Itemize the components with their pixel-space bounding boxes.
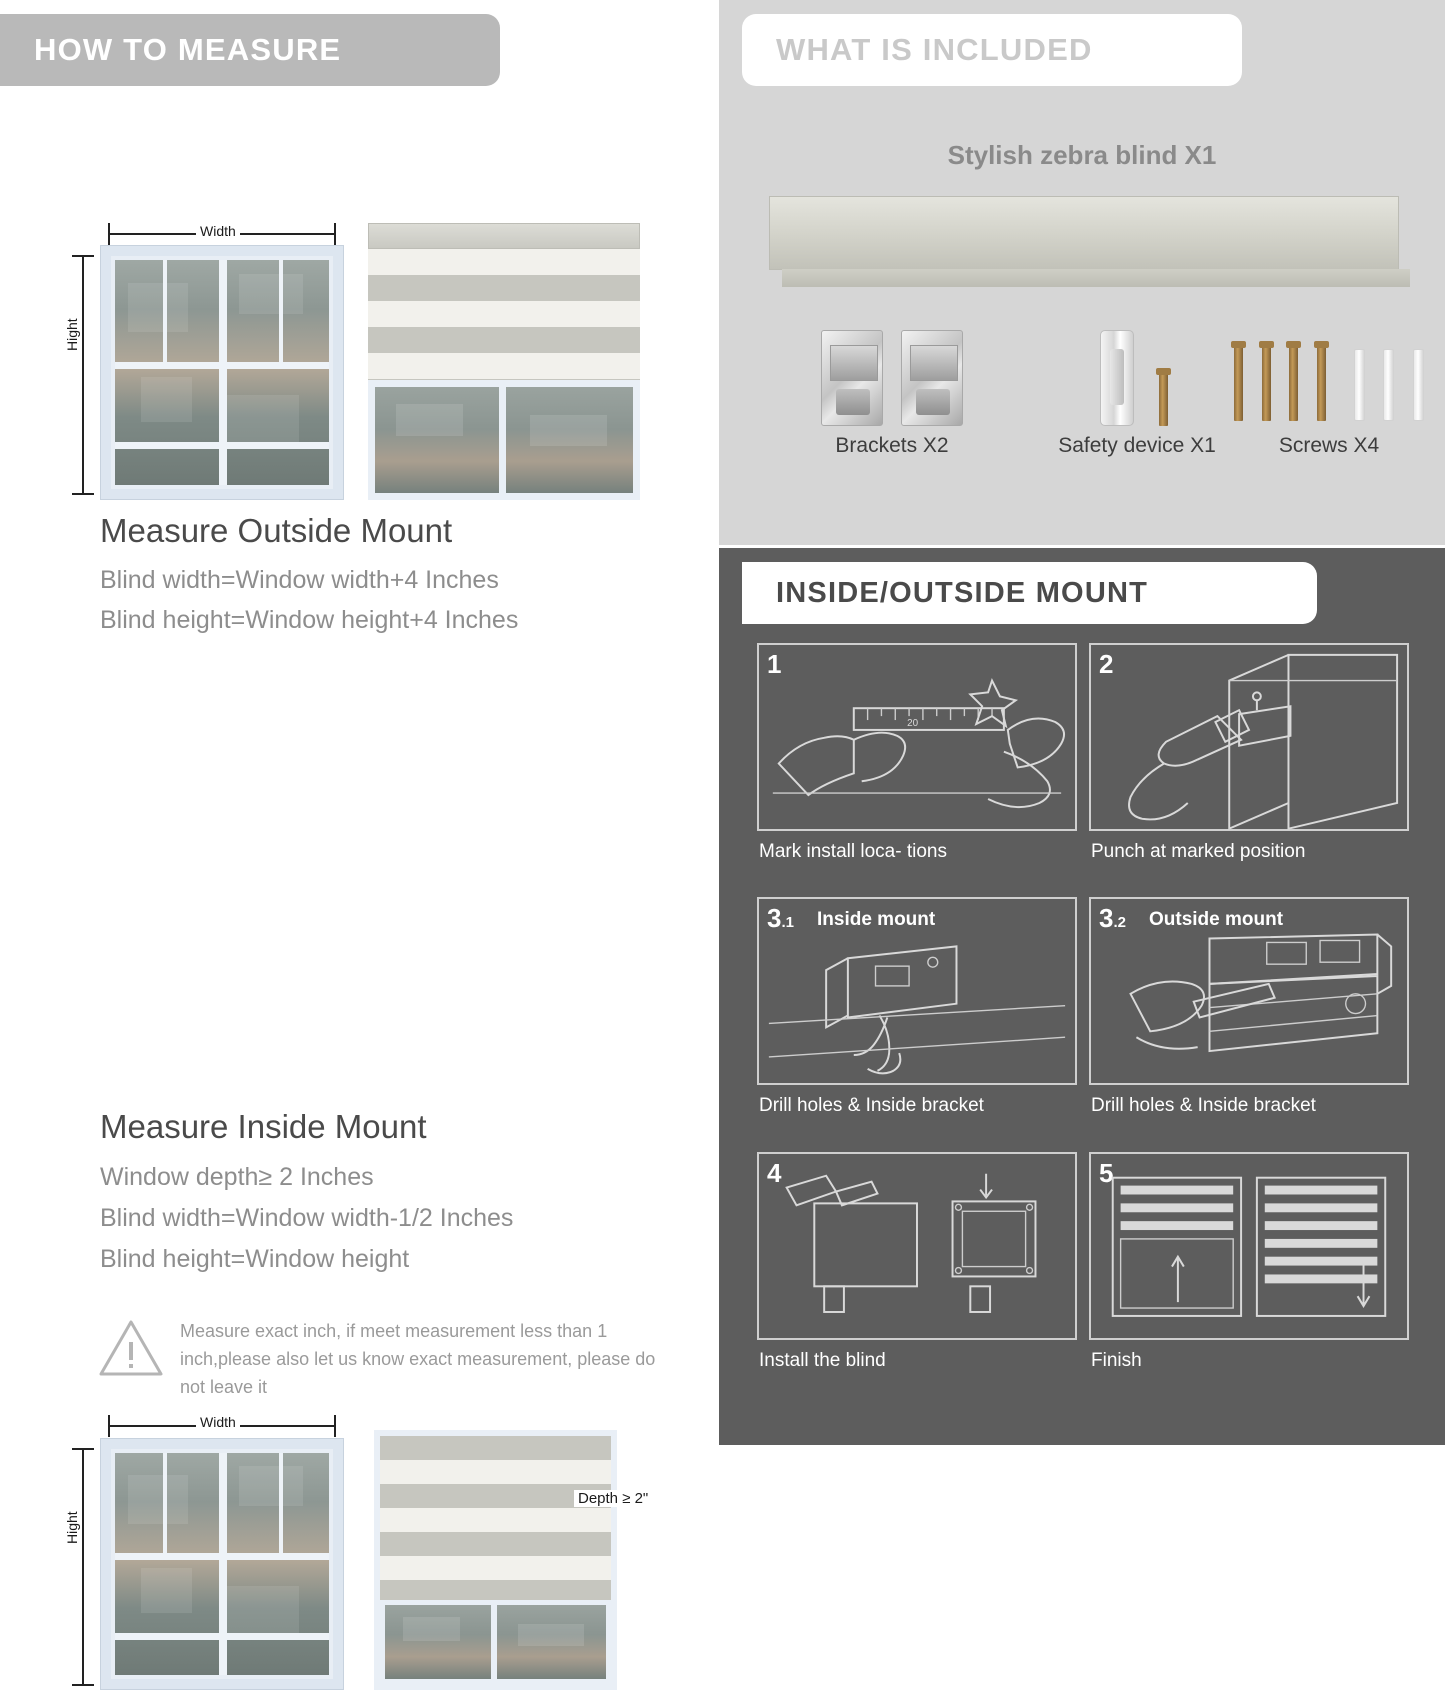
outside-mount-line-2: Blind height=Window height+4 Inches xyxy=(100,606,519,634)
svg-text:20: 20 xyxy=(907,717,919,729)
inside-height-tick-bottom xyxy=(72,1684,94,1686)
part-label: Brackets X2 xyxy=(835,434,949,457)
inside-outside-mount-title: INSIDE/OUTSIDE MOUNT xyxy=(776,576,1149,609)
step-3-1 xyxy=(757,897,1077,1116)
outside-width-tick-right xyxy=(334,223,336,245)
step-3-2-inline-label: Outside mount xyxy=(1149,909,1284,930)
step-2 xyxy=(1089,643,1409,862)
outside-width-tick-left xyxy=(108,223,110,245)
outside-mount-line-1: Blind width=Window width+4 Inches xyxy=(100,566,499,594)
bracket-icon xyxy=(821,330,883,426)
step-2-sketch xyxy=(1091,645,1407,831)
outside-height-tick-bottom xyxy=(72,493,94,495)
wall-anchors xyxy=(1347,349,1431,426)
part-screws xyxy=(1219,330,1439,458)
step-number: 4 xyxy=(767,1158,782,1188)
blind-stripes-inside xyxy=(380,1436,611,1606)
anchor-icon xyxy=(1383,349,1394,421)
screw-icon xyxy=(1262,341,1271,421)
screw-icon xyxy=(1159,368,1168,426)
blind-window-below-inside xyxy=(380,1600,611,1684)
window-inside xyxy=(100,1438,344,1690)
blind-headrail xyxy=(368,223,640,249)
how-to-measure-panel xyxy=(0,0,716,1544)
outside-width-label: Width xyxy=(196,223,240,239)
blind-inside xyxy=(374,1430,617,1690)
part-label: Safety device X1 xyxy=(1058,434,1216,457)
step-number: 3.1 xyxy=(767,903,794,933)
step-4 xyxy=(757,1152,1077,1371)
inside-mount-heading: Measure Inside Mount xyxy=(100,1108,427,1145)
warning-icon xyxy=(98,1318,164,1378)
step-number: 3.2 xyxy=(1099,903,1126,933)
zebra-blind-product xyxy=(769,196,1399,270)
step-4-caption: Install the blind xyxy=(759,1350,886,1371)
step-number: 5 xyxy=(1099,1158,1114,1188)
part-label: Screws X4 xyxy=(1278,434,1380,457)
bracket-icon xyxy=(901,330,963,426)
product-label: Stylish zebra blind X1 xyxy=(947,140,1217,170)
step-1-sketch xyxy=(759,645,1075,831)
outside-height-dim-line xyxy=(82,255,84,495)
how-to-measure-title: HOW TO MEASURE xyxy=(34,32,342,67)
measure-note-text: Measure exact inch, if meet measurement less than 1 inch,please also let us know exact measurement, please do not leave it xyxy=(180,1321,656,1397)
step-5-sketch xyxy=(1091,1154,1407,1340)
screw-icon xyxy=(1317,341,1326,421)
step-number: 2 xyxy=(1099,649,1114,679)
inside-mount-line-2: Blind width=Window width-1/2 Inches xyxy=(100,1204,514,1232)
inside-outside-mount-banner xyxy=(742,562,1317,624)
inside-height-dim-line xyxy=(82,1448,84,1686)
outside-height-label: Hight xyxy=(64,314,80,355)
inside-width-label: Width xyxy=(196,1414,240,1430)
inside-mount-line-1: Window depth≥ 2 Inches xyxy=(100,1163,374,1191)
anchor-icon xyxy=(1354,349,1365,421)
inside-height-label: Hight xyxy=(64,1507,80,1548)
screw-icon xyxy=(1289,341,1298,421)
outside-mount-illustration xyxy=(0,105,716,505)
anchor-icon xyxy=(1413,349,1424,421)
inside-height-tick-top xyxy=(72,1448,94,1450)
inside-depth-label: Depth ≥ 2" xyxy=(574,1490,652,1507)
step-3-2-sketch xyxy=(1091,899,1407,1085)
how-to-measure-banner xyxy=(0,14,500,86)
step-3-1-caption: Drill holes & Inside bracket xyxy=(759,1095,984,1116)
screw-icon xyxy=(1234,341,1243,421)
step-number: 1 xyxy=(767,649,782,679)
step-3-2-caption: Drill holes & Inside bracket xyxy=(1091,1095,1316,1116)
window-outside xyxy=(100,245,344,500)
part-brackets xyxy=(767,330,1017,458)
step-1 xyxy=(757,643,1077,862)
step-5-caption: Finish xyxy=(1091,1350,1142,1371)
depth-callout xyxy=(0,700,716,1100)
safety-device-icon xyxy=(1100,330,1134,426)
step-3-2 xyxy=(1089,897,1409,1116)
inside-width-tick-left xyxy=(108,1415,110,1437)
whats-included-title: WHAT IS INCLUDED xyxy=(776,32,1093,67)
blind-outside xyxy=(368,223,640,500)
inside-mount-line-3: Blind height=Window height xyxy=(100,1245,410,1273)
measure-note xyxy=(98,1318,658,1402)
outside-height-tick-top xyxy=(72,255,94,257)
step-1-caption: Mark install loca- tions xyxy=(759,841,947,862)
outside-mount-heading: Measure Outside Mount xyxy=(100,512,453,549)
inside-width-tick-right xyxy=(334,1415,336,1437)
whats-included-banner xyxy=(742,14,1242,86)
step-3-1-inline-label: Inside mount xyxy=(817,909,936,930)
blind-window-below xyxy=(368,380,640,500)
step-3-1-sketch xyxy=(759,899,1075,1085)
step-5 xyxy=(1089,1152,1409,1371)
step-4-sketch xyxy=(759,1154,1075,1340)
gold-screws xyxy=(1227,341,1332,426)
step-2-caption: Punch at marked position xyxy=(1091,841,1306,862)
